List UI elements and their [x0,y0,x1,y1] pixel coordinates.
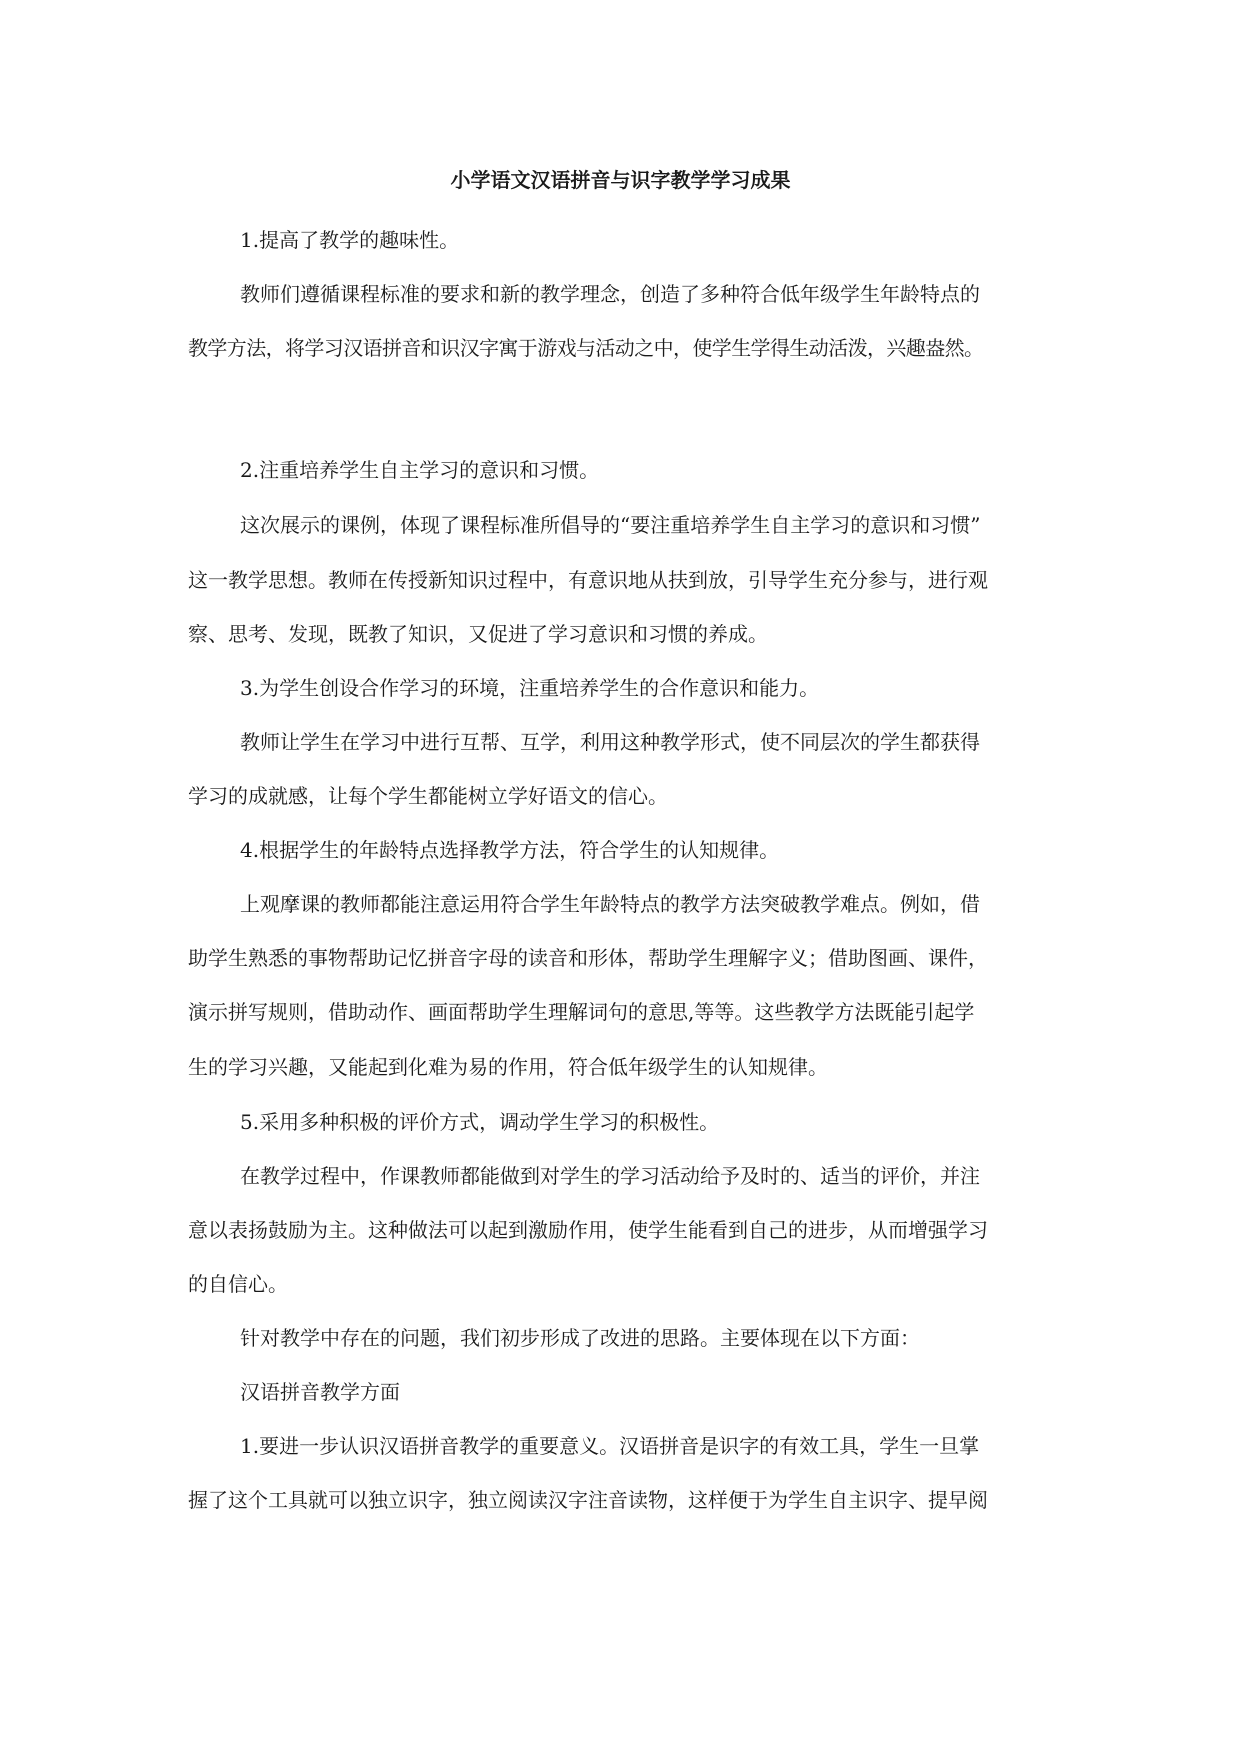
heading-point-5: 5.采用多种积极的评价方式，调动学生学习的积极性。 [240,1110,720,1134]
paragraph-line: 教师让学生在学习中进行互帮、互学，利用这种教学形式，使不同层次的学生都获得 [240,730,980,754]
heading-point-1: 1.提高了教学的趣味性。 [240,228,460,252]
paragraph-line: 生的学习兴趣，又能起到化难为易的作用，符合低年级学生的认知规律。 [188,1055,828,1079]
document-title: 小学语文汉语拼音与识字教学学习成果 [450,168,791,192]
paragraph-line: 教学方法，将学习汉语拼音和识汉字寓于游戏与活动之中，使学生学得生动活泼，兴趣盎然。 [188,336,984,360]
paragraph-line: 的自信心。 [188,1272,288,1296]
paragraph-line: 上观摩课的教师都能注意运用符合学生年龄特点的教学方法突破教学难点。例如，借 [240,892,980,916]
paragraph-line: 演示拼写规则，借助动作、画面帮助学生理解词句的意思,等等。这些教学方法既能引起学 [188,1000,975,1024]
paragraph-line: 在教学过程中，作课教师都能做到对学生的学习活动给予及时的、适当的评价，并注 [240,1164,980,1188]
paragraph-line: 助学生熟悉的事物帮助记忆拼音字母的读音和形体，帮助学生理解字义；借助图画、课件， [188,946,988,970]
paragraph-line: 教师们遵循课程标准的要求和新的教学理念，创造了多种符合低年级学生年龄特点的 [240,282,980,306]
paragraph-line: 察、思考、发现，既教了知识，又促进了学习意识和习惯的养成。 [188,622,768,646]
paragraph-line: 握了这个工具就可以独立识字，独立阅读汉字注音读物，这样便于为学生自主识字、提早阅 [188,1488,988,1512]
paragraph-line: 学习的成就感，让每个学生都能树立学好语文的信心。 [188,784,668,808]
paragraph-line: 1.要进一步认识汉语拼音教学的重要意义。汉语拼音是识字的有效工具，学生一旦掌 [240,1434,980,1458]
paragraph-line: 针对教学中存在的问题，我们初步形成了改进的思路。主要体现在以下方面： [240,1326,920,1350]
heading-point-3: 3.为学生创设合作学习的环境，注重培养学生的合作意识和能力。 [240,676,820,700]
paragraph-line: 意以表扬鼓励为主。这种做法可以起到激励作用，使学生能看到自己的进步，从而增强学习 [188,1218,988,1242]
paragraph-line: 这次展示的课例，体现了课程标准所倡导的“要注重培养学生自主学习的意识和习惯” [240,513,981,537]
heading-point-2: 2.注重培养学生自主学习的意识和习惯。 [240,458,600,482]
section-heading: 汉语拼音教学方面 [240,1380,400,1404]
heading-point-4: 4.根据学生的年龄特点选择教学方法，符合学生的认知规律。 [240,838,780,862]
paragraph-line: 这一教学思想。教师在传授新知识过程中，有意识地从扶到放，引导学生充分参与，进行观 [188,568,988,592]
